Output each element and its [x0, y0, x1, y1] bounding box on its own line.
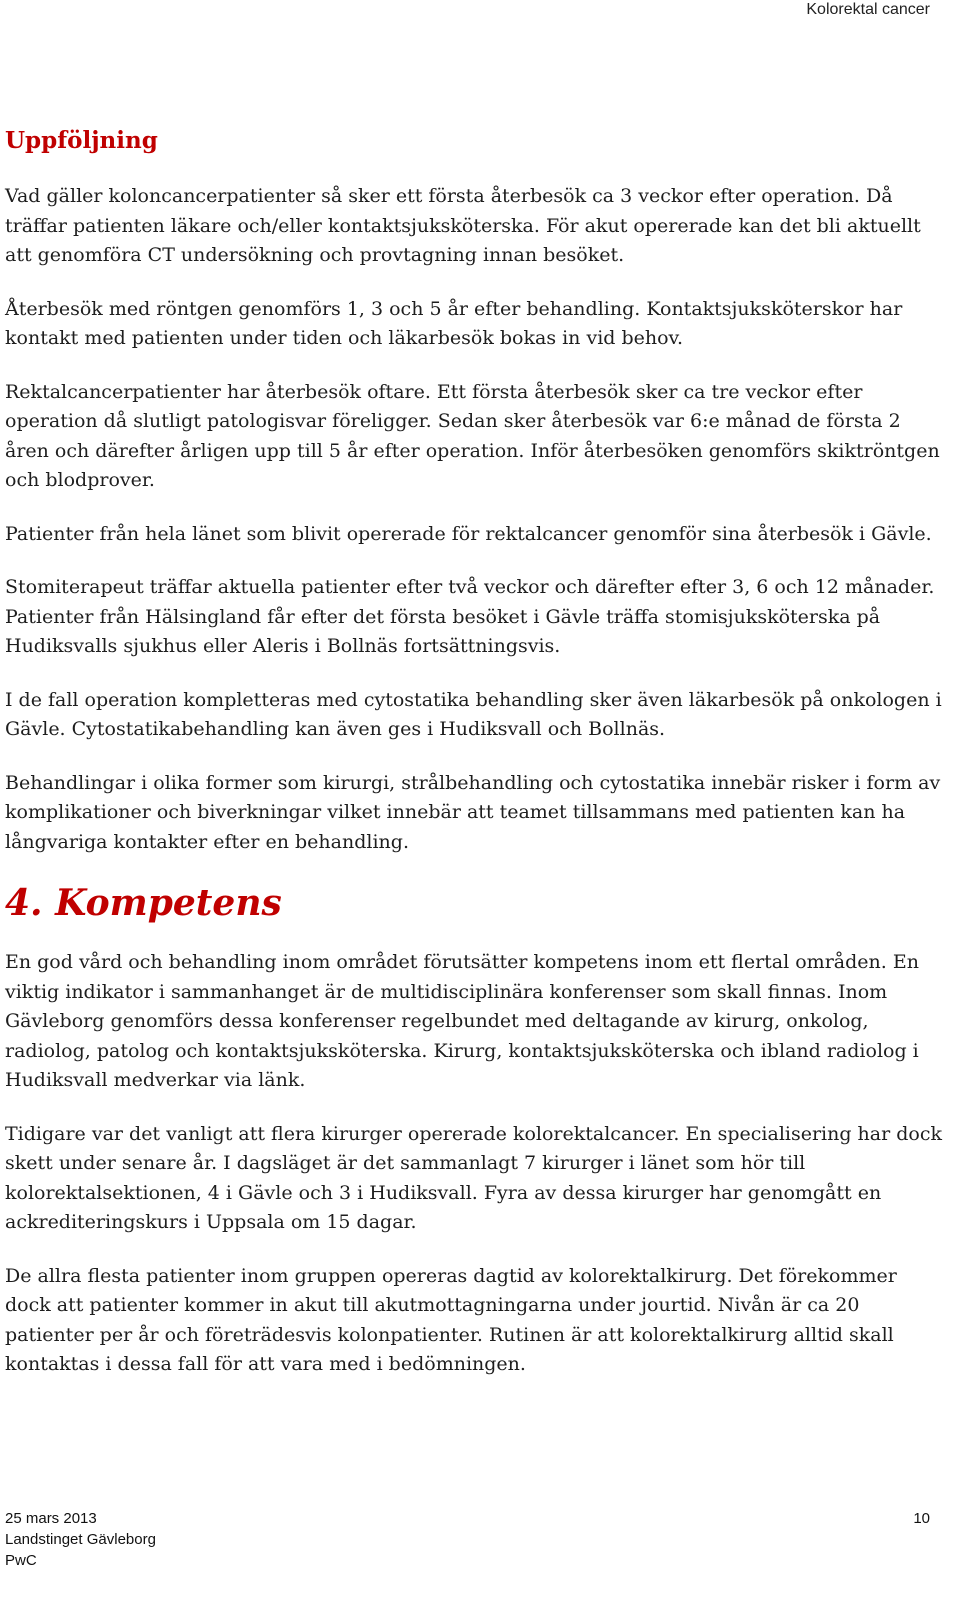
- page-footer: [5, 1508, 930, 1571]
- competence-paragraph-3: De allra flesta patienter inom gruppen opereras dagtid av kolorektalkirurg. Det förekommer dock att patienter kommer in akut till akutmottagningarna under jourtid. Nivån är ca 20 patienter per år och företrädesvis kolonpatienter. Rutinen är att kolorektalkirurg alltid skall kontaktas i dessa fall för att vara med i bedömningen.: [5, 1264, 897, 1375]
- followup-paragraph-5: Stomiterapeut träffar aktuella patienter efter två veckor och därefter efter 3, 6 och 12 månader. Patienter från Hälsingland får efter det första besöket i Gävle träffa stomisjuksköterska på Hudiksvalls sjukhus eller Aleris i Bollnäs fortsättningsvis.: [5, 576, 935, 657]
- competence-paragraph-1: En god vård och behandling inom området förutsätter kompetens inom ett flertal områden. En viktig indikator i sammanhanget är de multidisciplinära konferenser som skall finnas. Inom Gävleborg genomförs dessa konferenser regelbundet med deltagande av kirurg, onkolog, radiolog, patolog och kontaktsjuksköterska. Kirurg, kontaktsjuksköterska och ibland radiolog i Hudiksvall medverkar via länk.: [5, 951, 919, 1091]
- competence-paragraph-2: Tidigare var det vanligt att flera kirurger opererade kolorektalcancer. En specialisering har dock skett under senare år. I dagsläget är det sammanlagt 7 kirurger i länet som hör till kolorektalsektionen, 4 i Gävle och 3 i Hudiksvall. Fyra av dessa kirurger har genomgått en ackrediteringskurs i Uppsala om 15 dagar.: [5, 1122, 943, 1233]
- page-number: 10: [913, 1510, 930, 1527]
- followup-paragraph-4: Patienter från hela länet som blivit opererade för rektalcancer genomför sina återbesök i Gävle.: [5, 522, 932, 545]
- document-body: [5, 126, 945, 1404]
- followup-paragraph-1: Vad gäller koloncancerpatienter så sker ett första återbesök ca 3 veckor efter operation. Då träffar patienten läkare och/eller kontaktsjuksköterska. För akut opererade kan det bli aktuellt att genomföra CT undersökning och provtagning innan besöket.: [5, 185, 921, 266]
- followup-paragraph-3: Rektalcancerpatienter har återbesök oftare. Ett första återbesök sker ca tre veckor efter operation då slutligt patologisvar föreligger. Sedan sker återbesök var 6:e månad de första 2 åren och därefter årligen upp till 5 år efter operation. Inför återbesöken genomförs skiktröntgen och blodprover.: [5, 380, 940, 491]
- followup-paragraph-2: Återbesök med röntgen genomförs 1, 3 och 5 år efter behandling. Kontaktsjuksköterskor har kontakt med patienten under tiden och läkarbesök bokas in vid behov.: [5, 297, 903, 349]
- running-header: Kolorektal cancer: [806, 1, 930, 18]
- footer-organization: Landstinget Gävleborg: [5, 1531, 156, 1548]
- followup-paragraph-7: Behandlingar i olika former som kirurgi, strålbehandling och cytostatika innebär risker i form av komplikationer och biverkningar vilket innebär att teamet tillsammans med patienten kan ha långvariga kontakter efter en behandling.: [5, 771, 941, 853]
- footer-date: 25 mars 2013: [5, 1510, 97, 1527]
- section-heading-followup: Uppföljning: [5, 127, 158, 154]
- section-heading-competence: 4. Kompetens: [5, 882, 282, 924]
- footer-author: PwC: [5, 1552, 37, 1569]
- followup-paragraph-6: I de fall operation kompletteras med cytostatika behandling sker även läkarbesök på onkologen i Gävle. Cytostatikabehandling kan även ges i Hudiksvall och Bollnäs.: [5, 688, 942, 740]
